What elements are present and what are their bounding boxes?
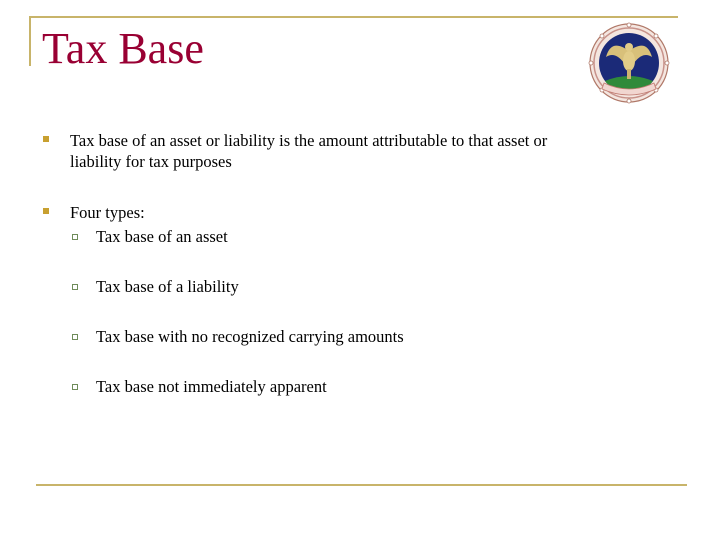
hollow-square-bullet-icon [72,234,78,240]
sub-bullet-text: Tax base with no recognized carrying amounts [96,327,404,346]
bottom-rule [36,484,687,486]
bullet-text-line2: liability for tax purposes [70,152,232,171]
hollow-square-bullet-icon [72,334,78,340]
square-bullet-icon [43,136,49,142]
bullet-text-line1: Tax base of an asset or liability is the amount attributable to that asset or [70,131,548,150]
hollow-square-bullet-icon [72,284,78,290]
sub-bullet-text: Tax base not immediately apparent [96,377,327,396]
sub-bullet-item [96,276,656,297]
sub-bullet-item [96,376,656,397]
sub-bullet-text: Tax base of an asset [96,227,228,246]
left-rule [29,16,31,66]
slide-title: Tax Base [42,24,204,73]
hollow-square-bullet-icon [72,384,78,390]
bullet-text: Four types: [70,203,145,222]
top-rule [29,16,678,18]
bullet-item [70,202,650,223]
sub-bullet-item [96,226,656,247]
sub-bullet-item [96,326,656,347]
square-bullet-icon [43,208,49,214]
bullet-item [70,130,650,172]
institute-emblem-icon [588,21,670,105]
sub-bullet-text: Tax base of a liability [96,277,239,296]
